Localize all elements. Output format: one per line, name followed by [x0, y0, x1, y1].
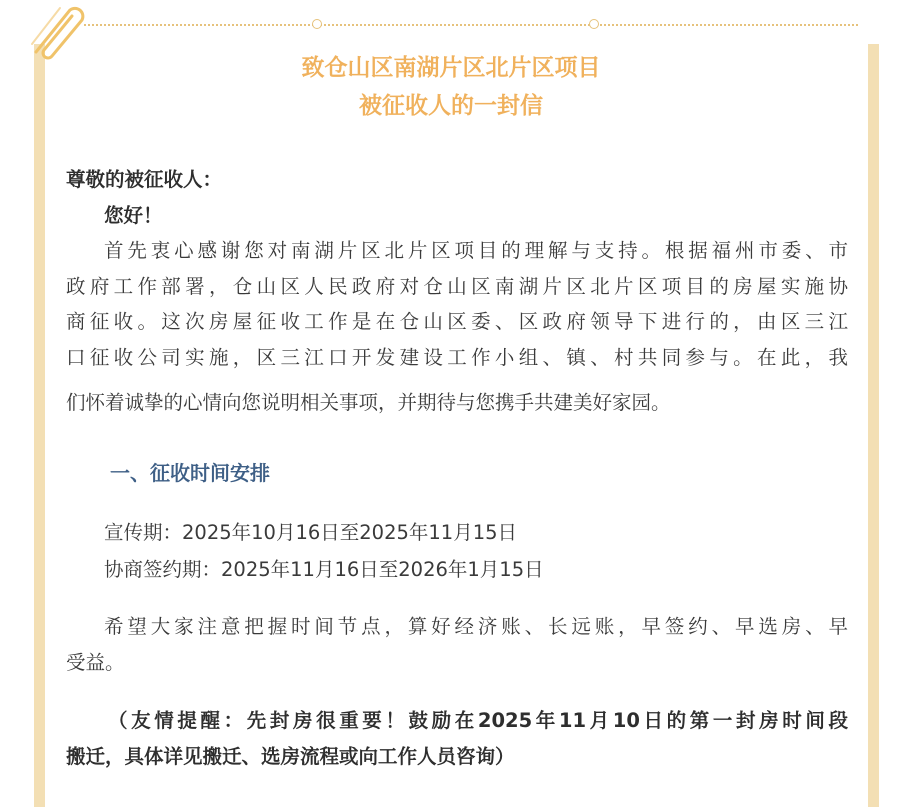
- left-border-decoration: [34, 44, 45, 807]
- hope-paragraph-line: 受益。: [66, 651, 125, 674]
- intro-paragraph-line: 政府工作部署，仓山区人民政府对仓山区南湖片区北片区项目的房屋实施协: [66, 275, 848, 298]
- intro-paragraph-line: 们怀着诚挚的心情向您说明相关事项，并期待与您携手共建美好家园。: [66, 391, 671, 414]
- hope-paragraph-line: 希望大家注意把握时间节点，算好经济账、长远账，早签约、早选房、早: [104, 615, 848, 638]
- salutation: 尊敬的被征收人：: [66, 168, 223, 191]
- letter-title-line1: 致仓山区南湖片区北片区项目: [301, 55, 601, 81]
- right-border-decoration: [868, 44, 879, 807]
- reminder-line: 搬迁，具体详见搬迁、选房流程或向工作人员咨询）: [66, 745, 515, 768]
- intro-paragraph-line: 口征收公司实施，区三江口开发建设工作小组、镇、村共同参与。在此，我: [66, 346, 848, 369]
- section-heading: 一、征收时间安排: [110, 461, 270, 485]
- reminder-line: （友情提醒：先封房很重要！鼓励在2025年11月10日的第一封房时间段: [108, 709, 848, 732]
- schedule-publicity: 宣传期：2025年10月16日至2025年11月15日: [104, 521, 518, 544]
- rule-ornament: [589, 19, 599, 29]
- rule-ornament: [312, 19, 322, 29]
- greeting: 您好！: [104, 204, 163, 227]
- top-dotted-rule: [84, 24, 858, 26]
- schedule-signing: 协商签约期：2025年11月16日至2026年1月15日: [104, 558, 544, 581]
- letter-title-line2: 被征收人的一封信: [359, 93, 543, 119]
- intro-paragraph-line: 商征收。这次房屋征收工作是在仓山区委、区政府领导下进行的，由区三江: [66, 310, 848, 333]
- intro-paragraph-line: 首先衷心感谢您对南湖片区北片区项目的理解与支持。根据福州市委、市: [104, 239, 848, 262]
